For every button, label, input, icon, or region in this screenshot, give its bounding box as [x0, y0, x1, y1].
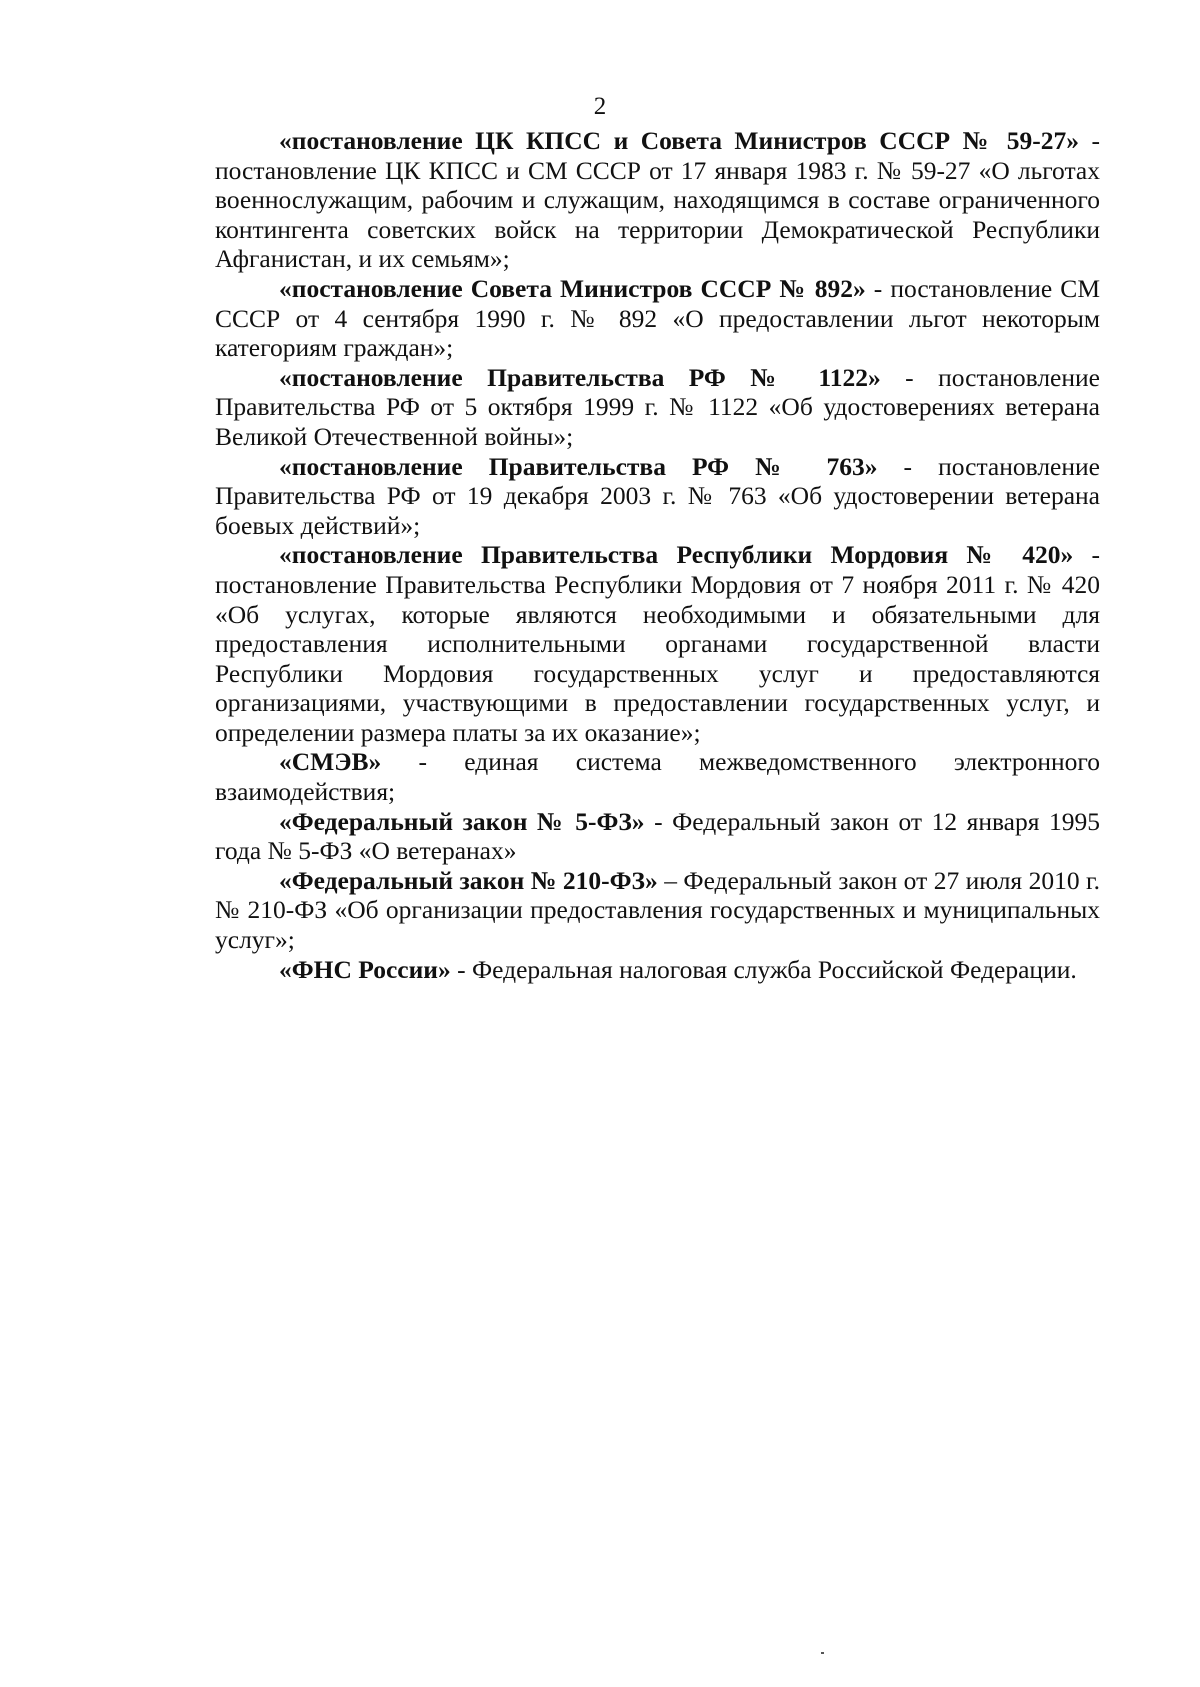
- definition-text: - постановление Правительства Республики Мордовия от 7 ноября 2011 г. № 420 «Об услугах, которые являются необходимыми и обязательными для предоставления исполнительными органами государственной власти Республики Мордовия государственных услуг и предоставляются организациями, участвующими в предоставлении государственных услуг, и определении размера платы за их оказание»;: [215, 540, 1100, 747]
- definition-item: [215, 866, 1100, 955]
- definition-text: - Федеральный закон от 12 января 1995 года № 5-ФЗ «О ветеранах»: [215, 806, 1100, 866]
- definition-item: [215, 363, 1100, 452]
- definition-item: [215, 126, 1100, 274]
- definition-text: - единая система межведомственного электронного взаимодействия;: [215, 747, 1100, 807]
- definition-text: - постановление Правительства РФ от 19 декабря 2003 г. № 763 «Об удостоверении ветерана боевых действий»;: [215, 451, 1100, 540]
- definition-text: - постановление Правительства РФ от 5 октября 1999 г. № 1122 «Об удостоверениях ветерана Великой Отечественной войны»;: [215, 362, 1100, 451]
- definition-term: «постановление Совета Министров СССР № 892»: [279, 273, 866, 303]
- definition-item: [215, 747, 1100, 806]
- definition-text: - Федеральная налоговая служба Российской Федерации.: [450, 954, 1077, 984]
- definition-term: «постановление ЦК КПСС и Совета Министров СССР № 59-27»: [279, 126, 1080, 155]
- definition-term: «Федеральный закон № 210-ФЗ»: [279, 865, 658, 895]
- page-number: 2: [593, 93, 607, 120]
- scan-speck: [821, 1652, 824, 1654]
- definition-text: – Федеральный закон от 27 июля 2010 г. № 210-ФЗ «Об организации предоставления государственных и муниципальных услуг»;: [215, 865, 1100, 955]
- definition-item: [215, 807, 1100, 866]
- definition-item: [215, 955, 1100, 985]
- definition-item: [215, 540, 1100, 747]
- definition-item: [215, 274, 1100, 363]
- definition-item: [215, 452, 1100, 541]
- definition-text: - постановление СМ СССР от 4 сентября 1990 г. № 892 «О предоставлении льгот некоторым категориям граждан»;: [215, 273, 1100, 363]
- definitions-list: [215, 126, 1100, 984]
- definition-term: «постановление Правительства Республики Мордовия № 420»: [279, 540, 1074, 570]
- definition-term: «постановление Правительства РФ № 1122»: [279, 362, 881, 392]
- definition-term: «СМЭВ»: [279, 747, 382, 777]
- definition-text: - постановление ЦК КПСС и СМ СССР от 17 января 1983 г. № 59-27 «О льготах военнослужащим, рабочим и служащим, находящимся в составе ограниченного контингента советских войск на территории Демократической Республики Афганистан, и их семьям»;: [215, 126, 1100, 274]
- definition-term: «Федеральный закон № 5-ФЗ»: [279, 806, 645, 836]
- definition-term: «постановление Правительства РФ № 763»: [279, 451, 878, 481]
- definition-term: «ФНС России»: [279, 954, 451, 984]
